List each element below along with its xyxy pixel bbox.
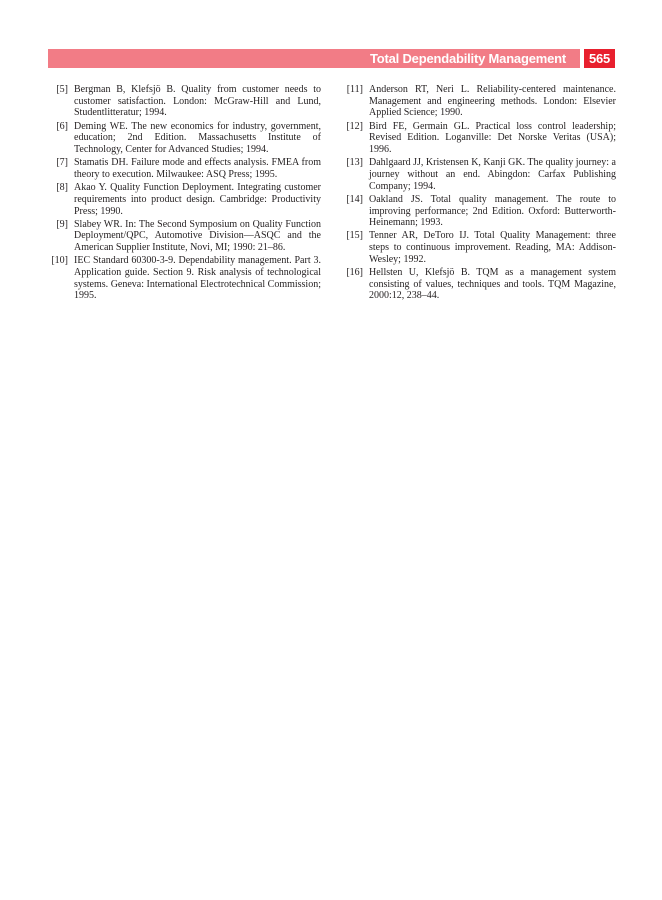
reference-text: Tenner AR, DeToro IJ. Total Quality Management: three steps to continuous improvement. Reading, MA: Addison-Wesley; 1992. bbox=[369, 230, 616, 265]
references-left-column bbox=[45, 84, 321, 304]
reference-item bbox=[45, 219, 321, 254]
reference-number: [16] bbox=[346, 267, 363, 279]
reference-number: [6] bbox=[56, 120, 68, 132]
reference-item bbox=[340, 84, 616, 119]
reference-text: Bergman B, Klefsjö B. Quality from customer needs to customer satisfaction. London: McGraw-Hill and Lund, Studentlitteratur; 1994. bbox=[74, 84, 321, 119]
reference-number: [9] bbox=[56, 218, 68, 230]
reference-number: [11] bbox=[346, 84, 363, 95]
reference-item bbox=[45, 84, 321, 119]
reference-item bbox=[340, 230, 616, 265]
reference-number: [14] bbox=[346, 193, 363, 205]
reference-item bbox=[45, 157, 321, 180]
reference-item bbox=[340, 194, 616, 229]
reference-item bbox=[45, 182, 321, 217]
running-header-bar bbox=[48, 49, 580, 68]
reference-item bbox=[45, 121, 321, 156]
references-right-column bbox=[340, 84, 616, 304]
reference-number: [7] bbox=[56, 157, 68, 169]
reference-number: [8] bbox=[56, 182, 68, 194]
reference-text: Oakland JS. Total quality management. The route to improving performance; 2nd Edition. Oxford: Butterworth-Heinemann; 1993. bbox=[369, 193, 616, 229]
reference-text: Hellsten U, Klefsjö B. TQM as a management system consisting of values, techniques and tools. TQM Magazine, 2000:12, 238–44. bbox=[369, 267, 616, 302]
page-number: 565 bbox=[584, 49, 615, 68]
reference-number: [5] bbox=[56, 84, 68, 95]
running-header-title: Total Dependability Management bbox=[369, 51, 566, 66]
reference-text: Anderson RT, Neri L. Reliability-centered maintenance. Management and engineering methods. London: Elsevier Applied Science; 1990. bbox=[369, 84, 616, 119]
reference-text: Bird FE, Germain GL. Practical loss control leadership; Revised Edition. Loganville: Det Norske Veritas (USA); 1996. bbox=[369, 120, 616, 156]
reference-number: [10] bbox=[51, 255, 68, 267]
reference-number: [15] bbox=[346, 230, 363, 242]
reference-item bbox=[340, 121, 616, 156]
reference-text: Akao Y. Quality Function Deployment. Integrating customer requirements into product design. Cambridge: Productivity Press; 1990. bbox=[74, 182, 321, 217]
reference-text: Slabey WR. In: The Second Symposium on Quality Function Deployment/QPC, Automotive Division—ASQC and the American Supplier Institute, Novi, MI; 1990: 21–86. bbox=[74, 218, 321, 254]
reference-item bbox=[340, 267, 616, 302]
reference-number: [12] bbox=[346, 120, 363, 132]
reference-text: Dahlgaard JJ, Kristensen K, Kanji GK. The quality journey: a journey without an end. Abingdon: Carfax Publishing Company; 1994. bbox=[369, 157, 616, 192]
reference-text: IEC Standard 60300-3-9. Dependability management. Part 3. Application guide. Section 9. Risk analysis of technological systems. Geneva: International Electrotechnical Commission; 1995. bbox=[74, 255, 321, 302]
reference-number: [13] bbox=[346, 157, 363, 169]
reference-item bbox=[45, 255, 321, 302]
reference-item bbox=[340, 157, 616, 192]
reference-text: Deming WE. The new economics for industry, government, education; 2nd Edition. Massachusetts Institute of Technology, Center for Advanced Studies; 1994. bbox=[74, 120, 321, 156]
reference-text: Stamatis DH. Failure mode and effects analysis. FMEA from theory to execution. Milwaukee: ASQ Press; 1995. bbox=[74, 157, 321, 180]
